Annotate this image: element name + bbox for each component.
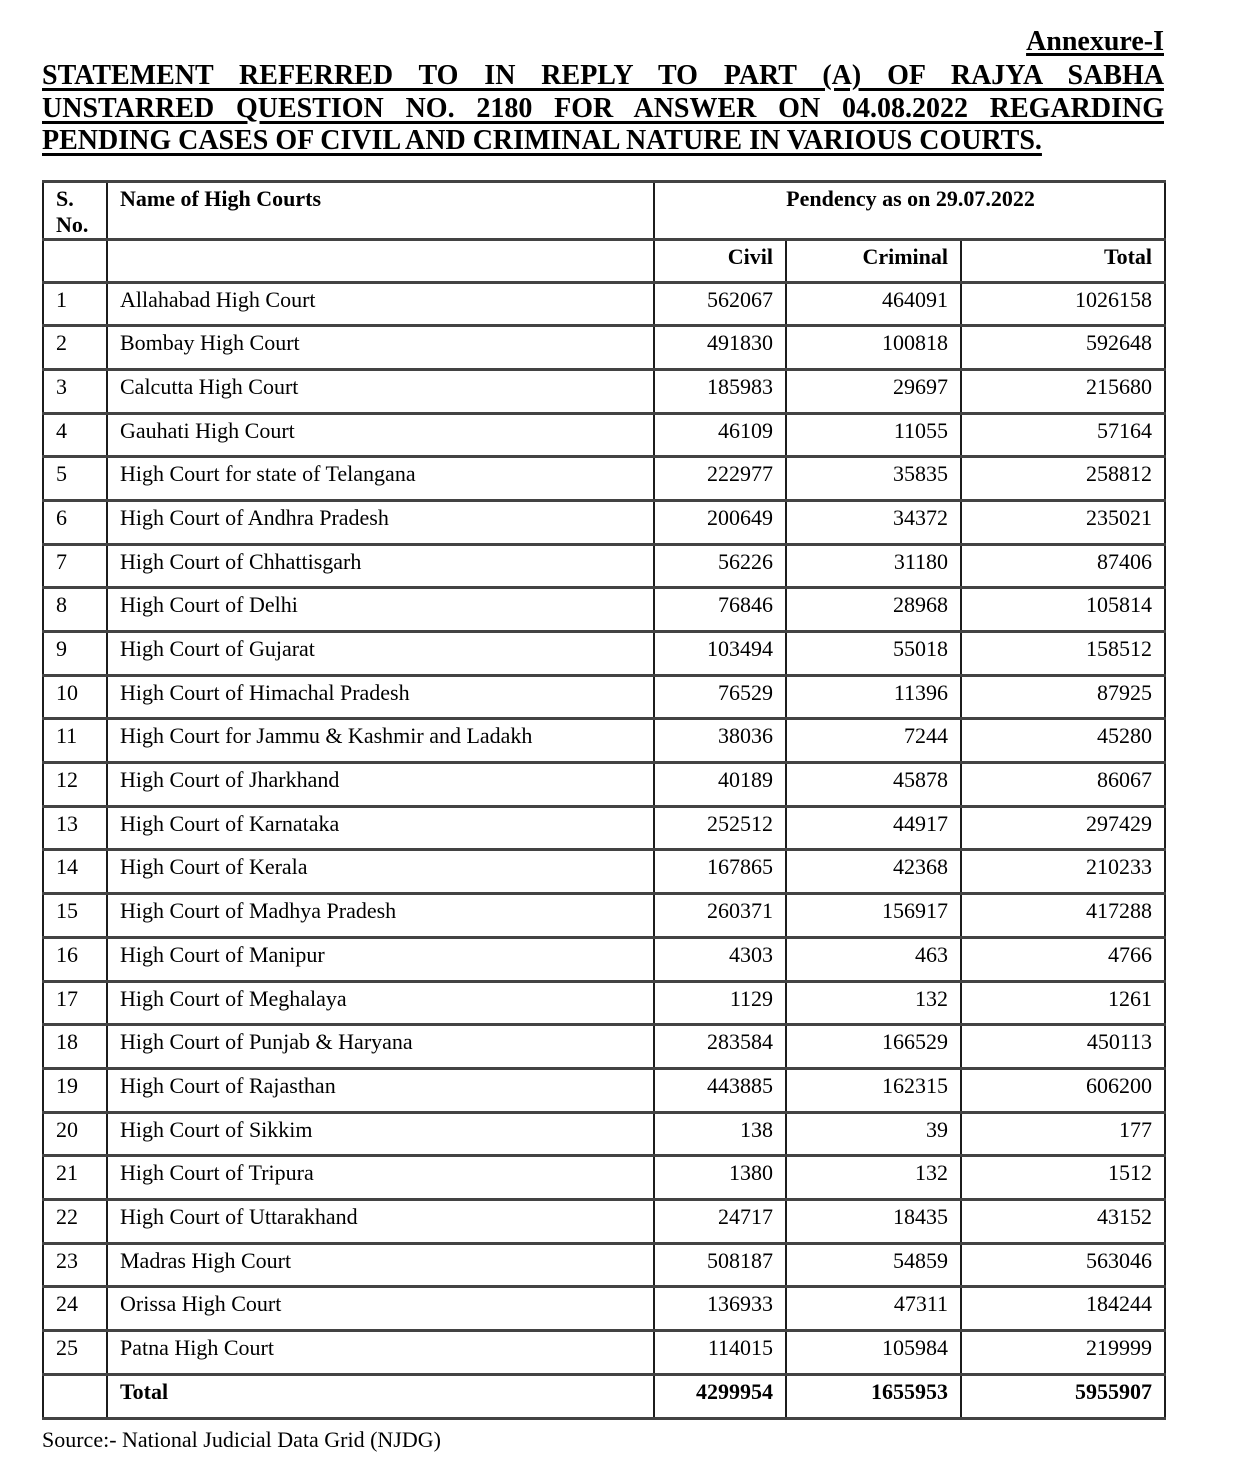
court-name-cell: High Court of Gujarat	[107, 632, 654, 676]
civil-cell: 76529	[654, 675, 786, 719]
total-cell: 297429	[961, 806, 1165, 850]
criminal-cell: 39	[786, 1112, 961, 1156]
criminal-cell: 35835	[786, 457, 961, 501]
court-name-cell: High Court of Kerala	[107, 850, 654, 894]
civil-cell: 136933	[654, 1287, 786, 1331]
total-cell: 43152	[961, 1199, 1165, 1243]
sno-cell: 2	[43, 326, 107, 370]
criminal-cell: 463	[786, 937, 961, 981]
criminal-cell: 156917	[786, 894, 961, 938]
total-cell: 1026158	[961, 282, 1165, 326]
sno-cell: 4	[43, 413, 107, 457]
civil-cell: 185983	[654, 369, 786, 413]
total-cell: 235021	[961, 500, 1165, 544]
col-header-total: Total	[961, 239, 1165, 282]
table-row	[43, 806, 1165, 850]
criminal-cell: 7244	[786, 719, 961, 763]
sno-cell: 12	[43, 763, 107, 807]
table-row	[43, 1156, 1165, 1200]
sno-cell: 5	[43, 457, 107, 501]
civil-cell: 38036	[654, 719, 786, 763]
total-cell: 215680	[961, 369, 1165, 413]
civil-cell: 138	[654, 1112, 786, 1156]
civil-cell: 167865	[654, 850, 786, 894]
criminal-cell: 11396	[786, 675, 961, 719]
table-row	[43, 1331, 1165, 1375]
court-name-cell: Gauhati High Court	[107, 413, 654, 457]
court-name-cell: Orissa High Court	[107, 1287, 654, 1331]
col-header-pendency: Pendency as on 29.07.2022	[654, 181, 1165, 239]
sno-cell: 17	[43, 981, 107, 1025]
table-row	[43, 719, 1165, 763]
table-row	[43, 675, 1165, 719]
criminal-cell: 100818	[786, 326, 961, 370]
court-name-cell: High Court of Chhattisgarh	[107, 544, 654, 588]
sno-cell: 25	[43, 1331, 107, 1375]
court-name-cell: High Court for state of Telangana	[107, 457, 654, 501]
table-header	[43, 181, 1165, 282]
table-row	[43, 413, 1165, 457]
civil-cell: 4303	[654, 937, 786, 981]
total-cell: 563046	[961, 1243, 1165, 1287]
table-row	[43, 500, 1165, 544]
pendency-table	[42, 180, 1166, 1420]
title-line-2: UNSTARRED QUESTION NO. 2180 FOR ANSWER ON 04.08.2022 REGARDING	[42, 92, 1164, 124]
annexure-label: Annexure-I	[1026, 26, 1164, 57]
civil-cell: 200649	[654, 500, 786, 544]
total-cell: 184244	[961, 1287, 1165, 1331]
total-cell: 417288	[961, 894, 1165, 938]
total-cell: 57164	[961, 413, 1165, 457]
table-row	[43, 850, 1165, 894]
criminal-cell: 47311	[786, 1287, 961, 1331]
court-name-cell: High Court of Uttarakhand	[107, 1199, 654, 1243]
criminal-cell: 29697	[786, 369, 961, 413]
civil-cell: 103494	[654, 632, 786, 676]
table-row	[43, 1287, 1165, 1331]
table-row	[43, 1112, 1165, 1156]
civil-cell: 508187	[654, 1243, 786, 1287]
civil-cell: 491830	[654, 326, 786, 370]
criminal-cell: 166529	[786, 1025, 961, 1069]
table-row	[43, 1068, 1165, 1112]
total-cell: 45280	[961, 719, 1165, 763]
civil-cell: 283584	[654, 1025, 786, 1069]
sno-cell: 23	[43, 1243, 107, 1287]
court-name-cell: High Court for Jammu & Kashmir and Ladakh	[107, 719, 654, 763]
sno-cell: 9	[43, 632, 107, 676]
total-cell: 210233	[961, 850, 1165, 894]
criminal-cell: 18435	[786, 1199, 961, 1243]
sno-cell: 24	[43, 1287, 107, 1331]
criminal-cell: 11055	[786, 413, 961, 457]
civil-cell: 1380	[654, 1156, 786, 1200]
civil-cell: 46109	[654, 413, 786, 457]
total-row-label: Total	[107, 1374, 654, 1418]
civil-cell: 40189	[654, 763, 786, 807]
civil-cell: 24717	[654, 1199, 786, 1243]
criminal-cell: 162315	[786, 1068, 961, 1112]
court-name-cell: High Court of Rajasthan	[107, 1068, 654, 1112]
sno-cell: 10	[43, 675, 107, 719]
total-cell: 592648	[961, 326, 1165, 370]
court-name-cell: High Court of Madhya Pradesh	[107, 894, 654, 938]
civil-cell: 1129	[654, 981, 786, 1025]
sno-cell: 21	[43, 1156, 107, 1200]
sno-cell: 14	[43, 850, 107, 894]
sno-cell: 3	[43, 369, 107, 413]
court-name-cell: High Court of Sikkim	[107, 1112, 654, 1156]
sno-cell: 22	[43, 1199, 107, 1243]
court-name-cell: Patna High Court	[107, 1331, 654, 1375]
criminal-cell: 45878	[786, 763, 961, 807]
court-name-cell: Madras High Court	[107, 1243, 654, 1287]
civil-cell: 222977	[654, 457, 786, 501]
criminal-cell: 105984	[786, 1331, 961, 1375]
col-header-civil: Civil	[654, 239, 786, 282]
criminal-cell: 132	[786, 1156, 961, 1200]
sno-cell: 6	[43, 500, 107, 544]
table-row	[43, 369, 1165, 413]
sno-cell: 8	[43, 588, 107, 632]
criminal-cell: 34372	[786, 500, 961, 544]
total-criminal-cell: 1655953	[786, 1374, 961, 1418]
total-row-empty-sno-cell	[43, 1374, 107, 1418]
criminal-cell: 55018	[786, 632, 961, 676]
total-cell: 158512	[961, 632, 1165, 676]
civil-cell: 56226	[654, 544, 786, 588]
court-name-cell: High Court of Meghalaya	[107, 981, 654, 1025]
criminal-cell: 54859	[786, 1243, 961, 1287]
court-name-cell: High Court of Manipur	[107, 937, 654, 981]
table-row	[43, 588, 1165, 632]
table-row	[43, 326, 1165, 370]
table-row	[43, 632, 1165, 676]
col-header-name: Name of High Courts	[107, 181, 654, 239]
criminal-cell: 28968	[786, 588, 961, 632]
court-name-cell: Bombay High Court	[107, 326, 654, 370]
total-cell: 87925	[961, 675, 1165, 719]
total-cell: 86067	[961, 763, 1165, 807]
total-cell: 1261	[961, 981, 1165, 1025]
sno-cell: 13	[43, 806, 107, 850]
total-cell: 1512	[961, 1156, 1165, 1200]
court-name-cell: High Court of Andhra Pradesh	[107, 500, 654, 544]
sno-cell: 1	[43, 282, 107, 326]
empty-header-cell-name	[107, 239, 654, 282]
sno-cell: 16	[43, 937, 107, 981]
court-name-cell: High Court of Tripura	[107, 1156, 654, 1200]
criminal-cell: 44917	[786, 806, 961, 850]
criminal-cell: 31180	[786, 544, 961, 588]
criminal-cell: 132	[786, 981, 961, 1025]
sno-cell: 20	[43, 1112, 107, 1156]
total-cell: 450113	[961, 1025, 1165, 1069]
court-name-cell: High Court of Karnataka	[107, 806, 654, 850]
table-row	[43, 894, 1165, 938]
sno-cell: 15	[43, 894, 107, 938]
criminal-cell: 464091	[786, 282, 961, 326]
table-footer	[43, 1374, 1165, 1418]
col-header-sno: S. No.	[43, 181, 107, 239]
court-name-cell: High Court of Himachal Pradesh	[107, 675, 654, 719]
table-row	[43, 282, 1165, 326]
col-header-criminal: Criminal	[786, 239, 961, 282]
sno-cell: 11	[43, 719, 107, 763]
total-cell: 87406	[961, 544, 1165, 588]
total-cell: 177	[961, 1112, 1165, 1156]
table-row	[43, 1025, 1165, 1069]
sno-cell: 7	[43, 544, 107, 588]
total-total-cell: 5955907	[961, 1374, 1165, 1418]
civil-cell: 252512	[654, 806, 786, 850]
table-body	[43, 282, 1165, 1374]
total-row	[43, 1374, 1165, 1418]
court-name-cell: High Court of Punjab & Haryana	[107, 1025, 654, 1069]
table-row	[43, 544, 1165, 588]
court-name-cell: High Court of Delhi	[107, 588, 654, 632]
total-cell: 219999	[961, 1331, 1165, 1375]
civil-cell: 76846	[654, 588, 786, 632]
civil-cell: 443885	[654, 1068, 786, 1112]
total-civil-cell: 4299954	[654, 1374, 786, 1418]
table-row	[43, 457, 1165, 501]
sno-cell: 18	[43, 1025, 107, 1069]
total-cell: 4766	[961, 937, 1165, 981]
civil-cell: 260371	[654, 894, 786, 938]
table-row	[43, 1243, 1165, 1287]
title-line-3: PENDING CASES OF CIVIL AND CRIMINAL NATURE IN VARIOUS COURTS.	[42, 125, 1042, 156]
court-name-cell: High Court of Jharkhand	[107, 763, 654, 807]
court-name-cell: Calcutta High Court	[107, 369, 654, 413]
court-name-cell: Allahabad High Court	[107, 282, 654, 326]
document-title	[42, 60, 1164, 158]
title-line-1: STATEMENT REFERRED TO IN REPLY TO PART (A) OF RAJYA SABHA	[42, 60, 1164, 91]
sno-cell: 19	[43, 1068, 107, 1112]
empty-header-cell-sno	[43, 239, 107, 282]
total-cell: 258812	[961, 457, 1165, 501]
table-row	[43, 981, 1165, 1025]
table-row	[43, 1199, 1165, 1243]
criminal-cell: 42368	[786, 850, 961, 894]
table-row	[43, 937, 1165, 981]
table-header-row-1	[43, 181, 1165, 239]
civil-cell: 562067	[654, 282, 786, 326]
total-cell: 606200	[961, 1068, 1165, 1112]
civil-cell: 114015	[654, 1331, 786, 1375]
source-note: Source:- National Judicial Data Grid (NJDG)	[42, 1426, 441, 1452]
total-cell: 105814	[961, 588, 1165, 632]
table-header-row-2	[43, 239, 1165, 282]
table-row	[43, 763, 1165, 807]
